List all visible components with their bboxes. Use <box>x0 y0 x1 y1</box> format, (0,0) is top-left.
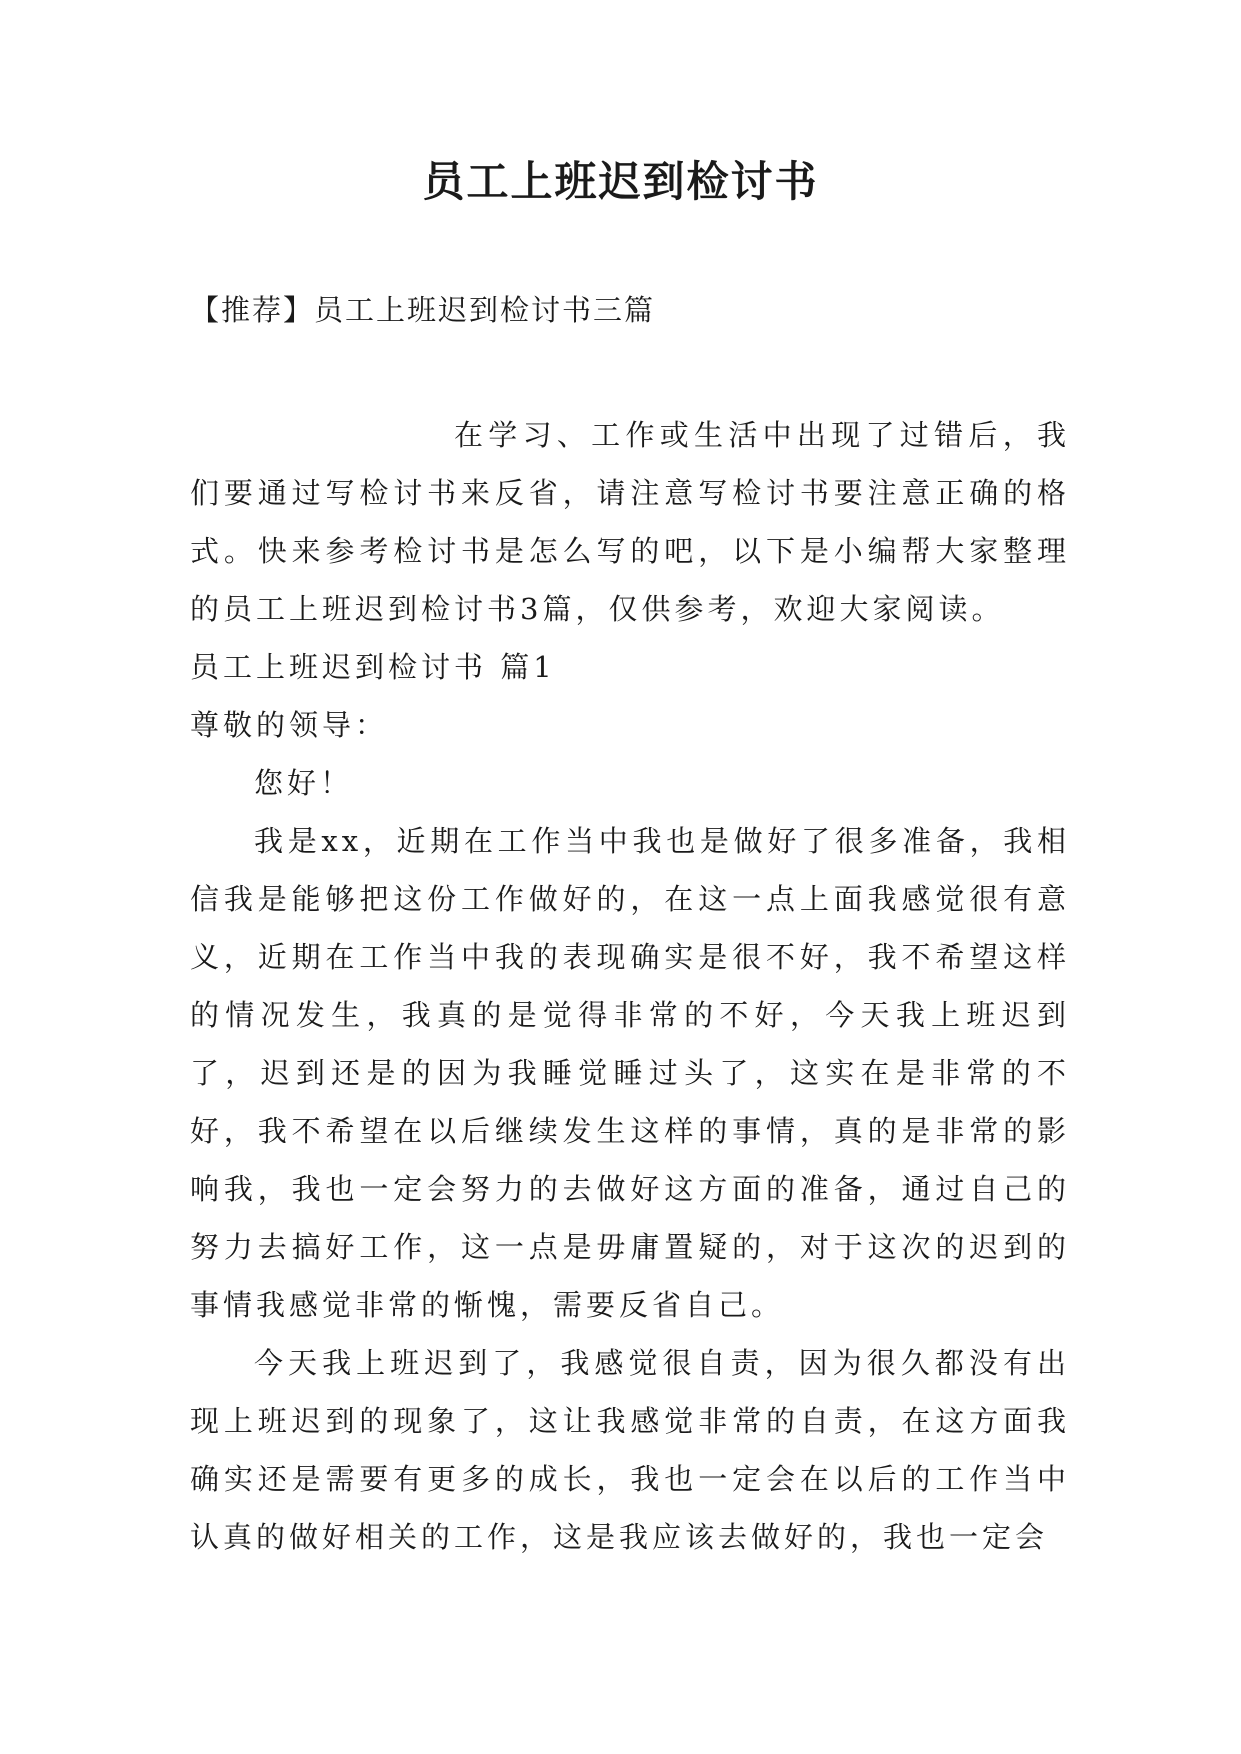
body-paragraph-2: 今天我上班迟到了，我感觉很自责，因为很久都没有出现上班迟到的现象了，这让我感觉非常的自责，在这方面我确实还是需要有更多的成长，我也一定会在以后的工作当中认真的做好相关的工作，这是我应该去做好的，我也一定会 <box>190 1346 1070 1554</box>
greeting: 您好！ <box>254 766 354 800</box>
intro-paragraph: 在学习、工作或生活中出现了过错后，我们要通过写检讨书来反省，请注意写检讨书要注意正确的格式。快来参考检讨书是怎么写的吧，以下是小编帮大家整理的员工上班迟到检讨书3篇，仅供参考，欢迎大家阅读。 <box>190 418 1070 626</box>
body-paragraph-1: 我是xx，近期在工作当中我也是做好了很多准备，我相信我是能够把这份工作做好的，在这一点上面我感觉很有意义，近期在工作当中我的表现确实是很不好，我不希望这样的情况发生，我真的是觉得非常的不好，今天我上班迟到了，迟到还是的因为我睡觉睡过头了，这实在是非常的不好，我不希望在以后继续发生这样的事情，真的是非常的影响我，我也一定会努力的去做好这方面的准备，通过自己的努力去搞好工作，这一点是毋庸置疑的，对于这次的迟到的事情我感觉非常的惭愧，需要反省自己。 <box>190 824 1070 1322</box>
section-heading: 员工上班迟到检讨书 篇1 <box>190 650 556 684</box>
document-title: 员工上班迟到检讨书 <box>422 157 819 206</box>
recommend-line: 【推荐】员工上班迟到检讨书三篇 <box>190 293 656 327</box>
salutation: 尊敬的领导： <box>190 708 389 742</box>
document-body <box>190 406 1070 1566</box>
